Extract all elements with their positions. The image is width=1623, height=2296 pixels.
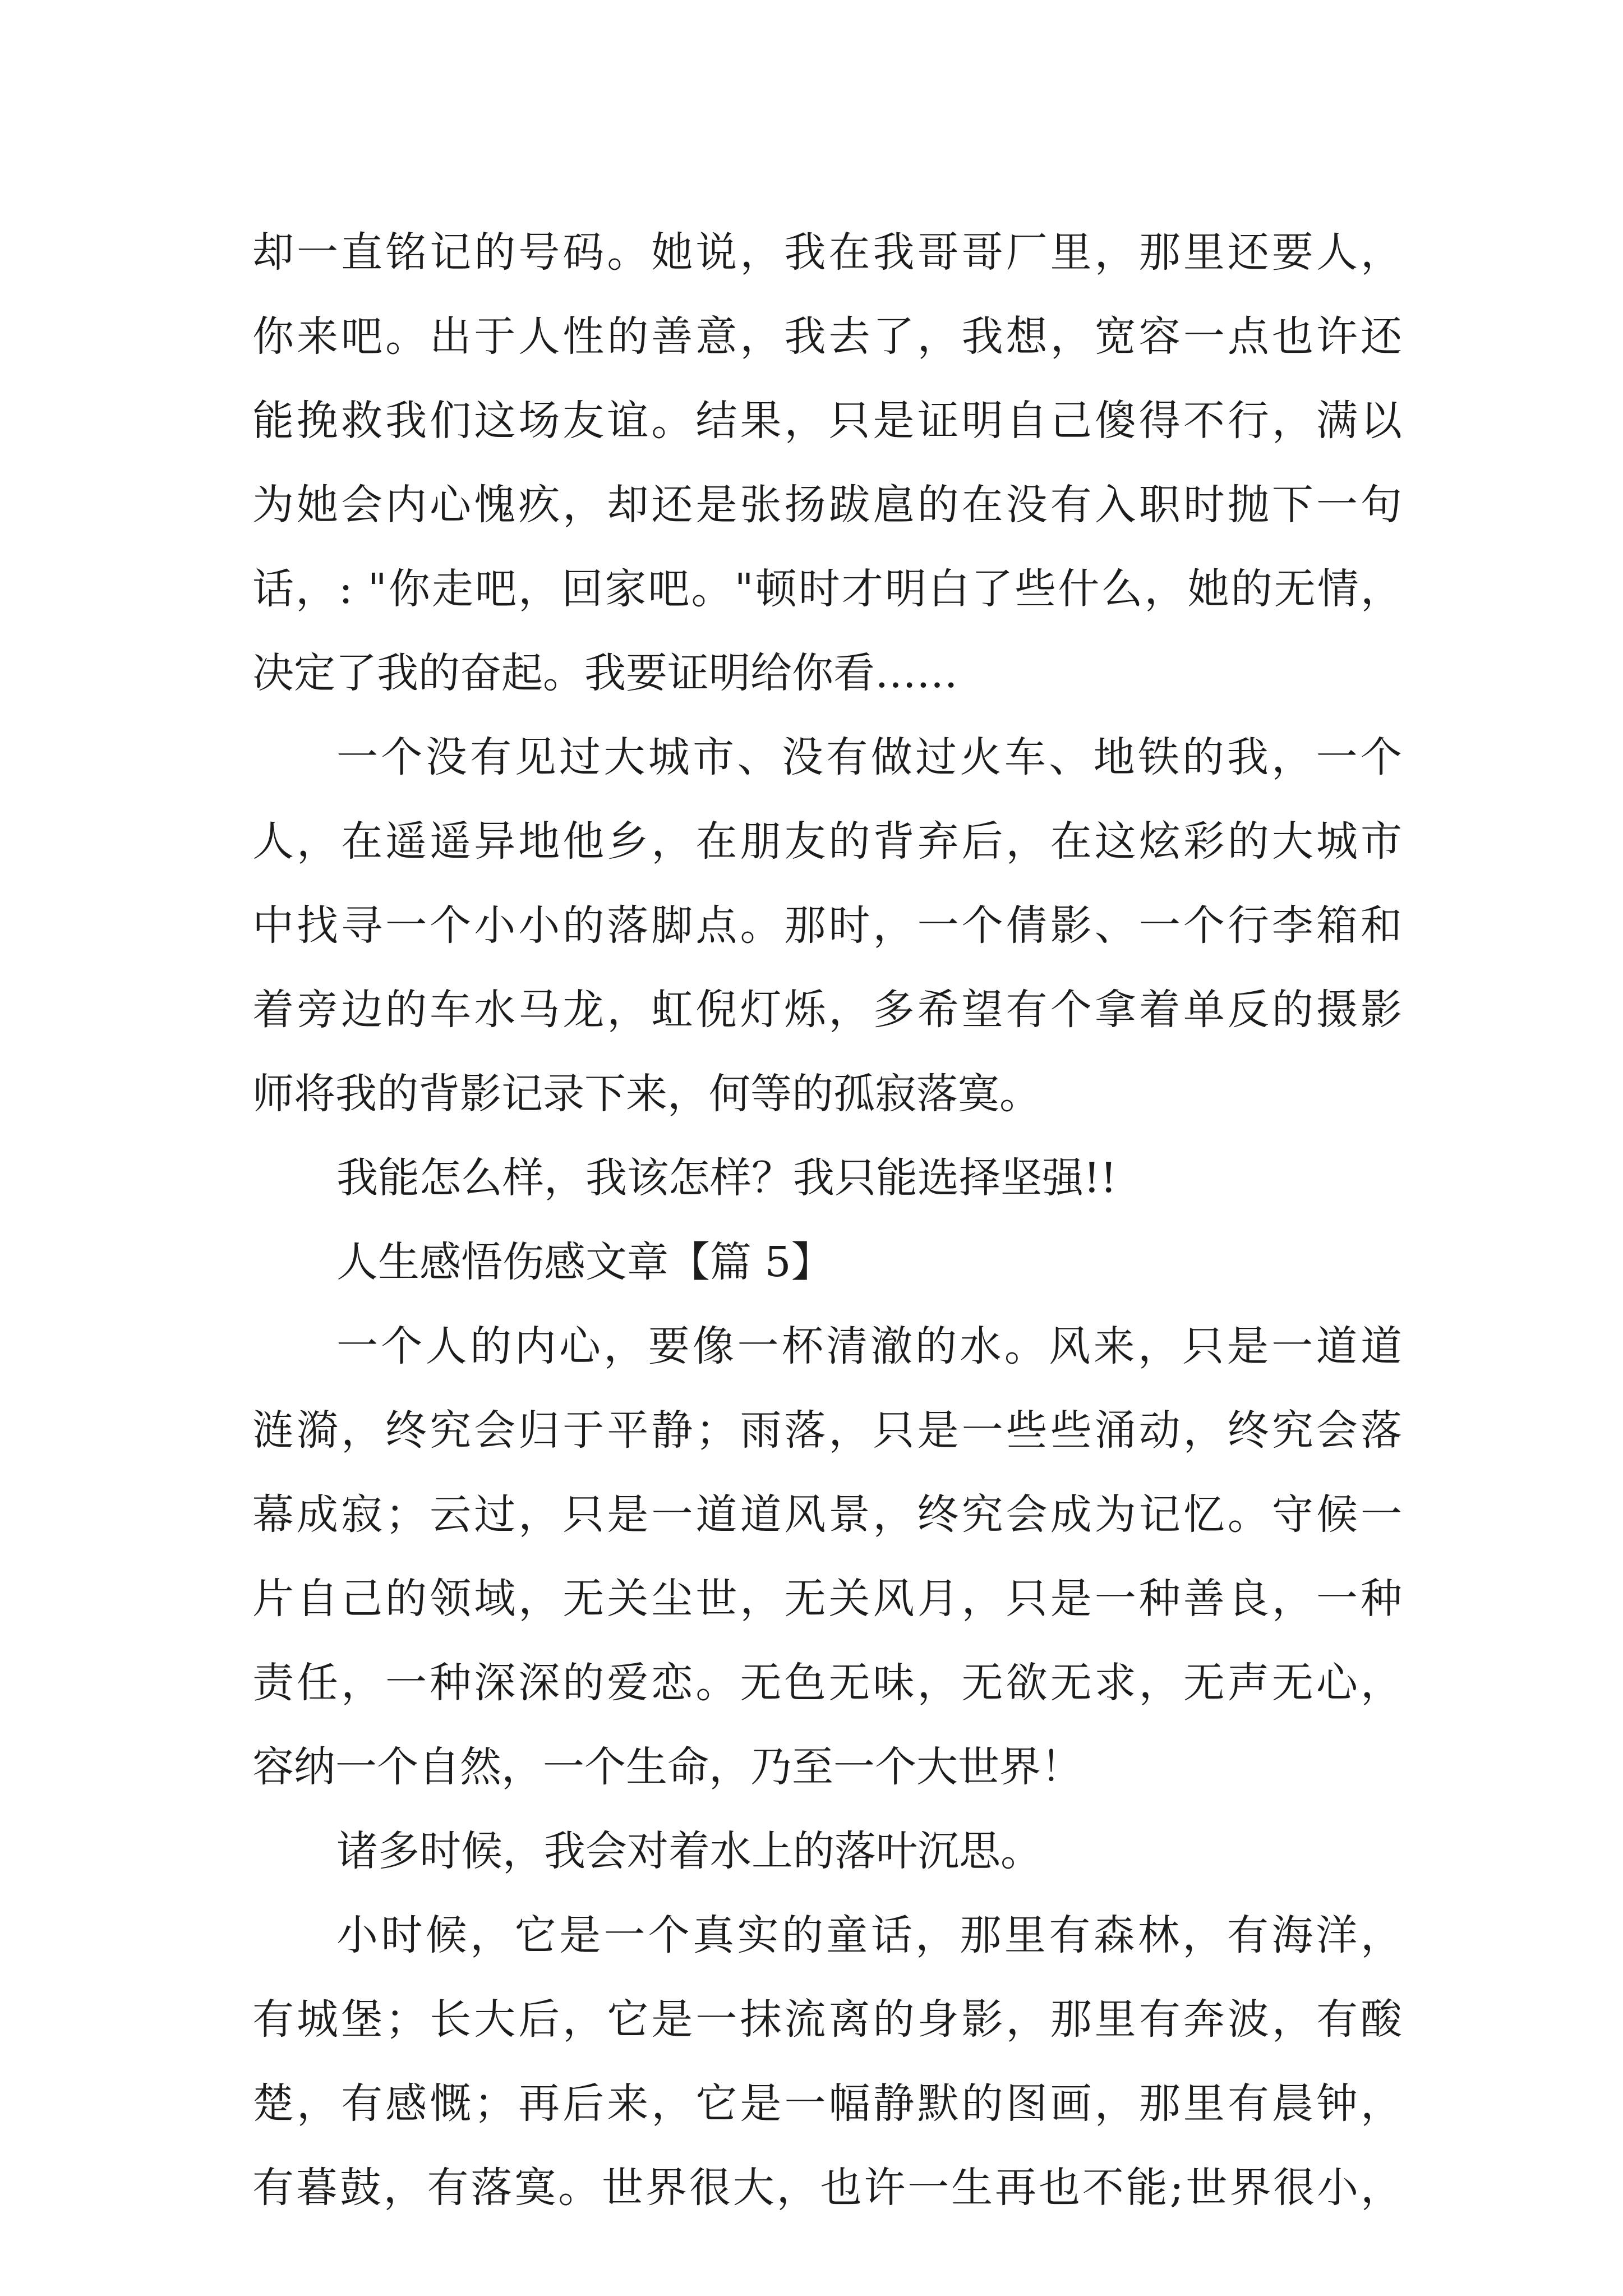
paragraph-line: 责任，一种深深的爱恋。无色无味，无欲无求，无声无心，	[252, 1659, 1402, 1707]
paragraph-line: 一个人的内心，要像一杯清澈的水。风来，只是一道道	[336, 1322, 1402, 1370]
paragraph-line: 楚，有感慨；再后来，它是一幅静默的图画，那里有晨钟，	[252, 2079, 1402, 2128]
paragraph-line: 你来吧。出于人性的善意，我去了，我想，宽容一点也许还	[252, 312, 1402, 361]
paragraph-line: 幕成寂；云过，只是一道道风景，终究会成为记忆。守候一	[252, 1490, 1402, 1539]
paragraph-line: 却一直铭记的号码。她说，我在我哥哥厂里，那里还要人，	[252, 228, 1402, 277]
paragraph-line: 有城堡；长大后，它是一抹流离的身影，那里有奔波，有酸	[252, 1995, 1402, 2044]
paragraph-line: 能挽救我们这场友谊。结果，只是证明自己傻得不行，满以	[252, 397, 1402, 445]
paragraph-line: 容纳一个自然，一个生命，乃至一个大世界！	[252, 1743, 1082, 1791]
paragraph-line: 片自己的领域，无关尘世，无关风月，只是一种善良，一种	[252, 1575, 1402, 1623]
section-heading: 人生感悟伤感文章【篇 5】	[336, 1238, 833, 1286]
paragraph-line: 话，: "你走吧，回家吧。"顿时才明白了些什么，她的无情，	[252, 565, 1402, 613]
paragraph-line: 我能怎么样，我该怎样？我只能选择坚强!!	[336, 1154, 1117, 1202]
paragraph-line: 小时候，它是一个真实的童话，那里有森林，有海洋，	[336, 1911, 1402, 1959]
paragraph-line: 师将我的背影记录下来，何等的孤寂落寞。	[252, 1070, 1041, 1118]
paragraph-line: 为她会内心愧疚，却还是张扬跋扈的在没有入职时抛下一句	[252, 481, 1402, 529]
paragraph-line: 诸多时候，我会对着水上的落叶沉思。	[336, 1827, 1042, 1875]
paragraph-line: 一个没有见过大城市、没有做过火车、地铁的我，一个	[336, 733, 1402, 781]
paragraph-line: 有暮鼓，有落寞。世界很大，也许一生再也不能;世界很小，	[252, 2164, 1402, 2212]
paragraph-line: 人，在遥遥异地他乡，在朋友的背弃后，在这炫彩的大城市	[252, 817, 1402, 866]
paragraph-line: 中找寻一个小小的落脚点。那时，一个倩影、一个行李箱和	[252, 901, 1402, 950]
paragraph-line: 着旁边的车水马龙，虹倪灯烁，多希望有个拿着单反的摄影	[252, 986, 1402, 1034]
paragraph-line: 决定了我的奋起。我要证明给你看……	[252, 649, 958, 697]
paragraph-line: 涟漪，终究会归于平静；雨落，只是一些些涌动，终究会落	[252, 1406, 1402, 1455]
